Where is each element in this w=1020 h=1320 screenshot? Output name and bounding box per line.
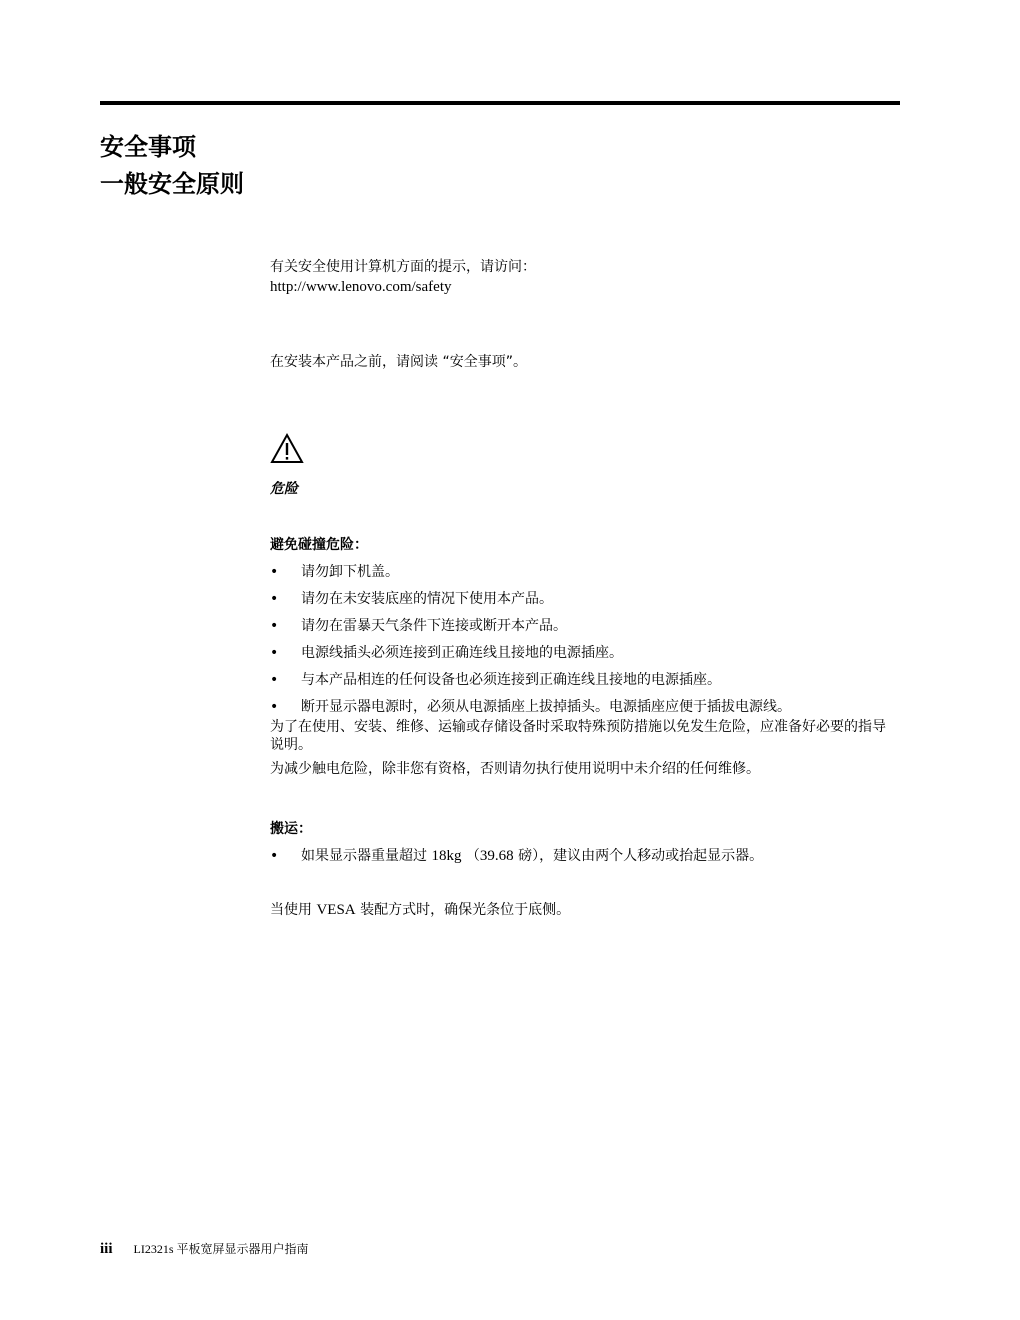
intro-block [270, 257, 900, 297]
top-rule [100, 101, 900, 105]
list-item: • 请勿在未安装底座的情况下使用本产品。 [270, 591, 553, 607]
bullet-dot: • [270, 591, 279, 607]
section-title: 一般安全原则 [100, 170, 244, 198]
weight-lb: 39.68 [479, 848, 514, 864]
list-item: • 如果显示器重量超过 18kg （39.68 磅），建议由两个人移动或抬起显示器。 [270, 848, 764, 864]
list-item: • 与本产品相连的任何设备也必须连接到正确连线且接地的电源插座。 [270, 672, 721, 688]
safety-link[interactable]: http://www.lenovo.com/safety [270, 279, 452, 295]
danger-label-block [270, 479, 900, 499]
list-item: • 请勿在雷暴天气条件下连接或断开本产品。 [270, 618, 567, 634]
shock-warning-paragraph: 为减少触电危险，除非您有资格，否则请勿执行使用说明中未介绍的任何维修。 [270, 761, 760, 777]
list-item: • 断开显示器电源时，必须从电源插座上拔掉插头。电源插座应便于插拔电源线。 [270, 699, 791, 715]
collision-section [270, 535, 900, 779]
bullet-dot: • [270, 699, 279, 715]
intro-text: 有关安全使用计算机方面的提示，请访问： [270, 259, 536, 275]
bullet-dot: • [270, 564, 279, 580]
bullet-dot: • [270, 645, 279, 661]
transport-section [270, 819, 900, 866]
vesa-note: 当使用 VESA 装配方式时，确保光条位于底侧。 [270, 902, 571, 918]
list-item: • 电源线插头必须连接到正确连线且接地的电源插座。 [270, 645, 623, 661]
list-item: • 请勿卸下机盖。 [270, 564, 399, 580]
bullet-dot: • [270, 848, 279, 864]
preparation-paragraph: 为了在使用、安装、维修、运输或存储设备时采取特殊预防措施以免发生危险，应准备好必要的指导说明。 [270, 719, 886, 753]
weight-kg: 18kg [431, 848, 462, 864]
read-notice-text: 在安装本产品之前，请阅读 “安全事项”。 [270, 354, 527, 370]
warning-triangle-icon [270, 432, 304, 464]
collision-list [270, 562, 900, 717]
read-notice [270, 352, 900, 372]
page-footer [100, 1239, 309, 1259]
vesa-term: VESA [316, 902, 356, 918]
document-title: LI2321s 平板宽屏显示器用户指南 [133, 1242, 309, 1256]
transport-heading: 搬运： [270, 821, 312, 837]
bullet-dot: • [270, 618, 279, 634]
danger-label: 危险 [270, 481, 298, 497]
collision-heading: 避免碰撞危险： [270, 537, 368, 553]
page-title: 安全事项 [100, 133, 196, 161]
bullet-dot: • [270, 672, 279, 688]
page-number: iii [100, 1241, 113, 1257]
